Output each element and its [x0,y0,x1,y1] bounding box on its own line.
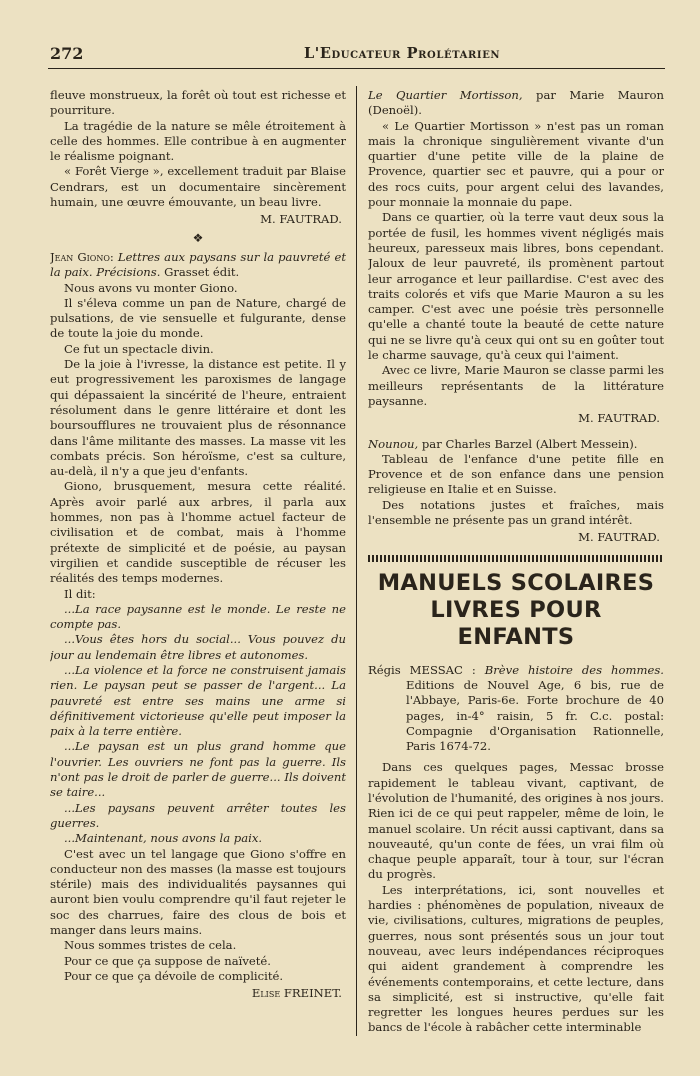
review-paragraph: Dans ce quartier, où la terre vaut deux sous la portée de fusil, les hommes vivent négligés mais heureux, paresseux mais libres, bons cependant. Jaloux de leur pauvreté, ils promènent partout leur arrogance et leur paillardise. C'est avec des traits colorés et vifs que Marie Mauron a su les camper. C'est avec une poésie très personnelle qu'elle a chanté toute la beauté de cette nature qui ne se livre qu'à ceux qui ont su en goûter tout le charme sauvage, qu'à ceux qui l'aiment. [368,210,664,363]
review-paragraph: Il dit: [64,586,96,601]
giono-quote: ...Le paysan est un plus grand homme que l'ouvrier. Les ouvriers ne font pas la guerre. Ils n'ont pas le droit de parler de guerre... Ils doivent se taire... [50,739,346,800]
book-publisher: Grasset édit. [160,265,240,280]
review-paragraph: Nous sommes tristes de cela. [64,938,237,953]
book-author: par Charles Barzel (Albert Messein). [418,436,638,451]
giono-quote: ...Les paysans peuvent arrêter toutes les guerres. [50,800,346,830]
book-author: Régis MESSAC [368,662,463,677]
review-paragraph: Ce fut un spectacle divin. [64,341,214,356]
column-divider [356,86,357,1036]
review-paragraph: Pour ce que ça dévoile de complicité. [64,968,284,983]
review-paragraph: Giono, brusquement, mesura cette réalité. Après avoir parlé aux arbres, il parla aux hommes, non pas à l'homme actuel facteur de civilisation et de combat, mais à l'homme prétexte de simplicité et de poésie, au paysan virgilien et candide susceptible de récuser les réalités des temps modernes. [50,479,346,586]
review-paragraph: Pour ce que ça suppose de naïveté. [64,953,271,968]
review-paragraph: De la joie à l'ivresse, la distance est petite. Il y eut progressivement les paroxismes de langage qui dépassaient la sincérité de l'heure, entraient résolument dans le genre littéraire et dont les boursoufflures ne trouvaient plus de résonnance dans l'âme militante des masses. La masse vit les combats précis. Son héroïsme, c'est sa culture, au-delà, il n'y a que jeu d'enfants. [50,357,346,479]
book-author: par Marie Mauron (Denoël). [368,88,664,118]
giono-quote: ...Maintenant, nous avons la paix. [64,831,263,846]
review-paragraph: Les interprétations, ici, sont nouvelles et hardies : phénomènes de population, niveaux de vie, civilisations, cultures, migrations de peuples, guerres, nous sont présentés sous un jour tout nouveau, avec leurs indépendances réciproques qui aident grandement à comprendre les événements contemporains, et cette lecture, dans sa simplicité, est si instructive, qu'elle fait regretter les longues heures perdues sur les bancs de l'école à rabâcher cette interminable [368,882,664,1033]
section-title: MANUELS SCOLAIRES LIVRES POUR ENFANTS [377,569,655,650]
right-column [368,88,664,1033]
book-reference-messac: Régis MESSAC : Brève histoire des hommes. Editions de Nouvel Age, 6 bis, rue de l'Abbaye, Paris-6e. Forte brochure de 40 pages, in-4° raisin, 5 fr. C.c. postal: Compagnie d'Organisation Rationnelle, Paris 1674-72. [368,662,664,754]
review-paragraph: C'est avec un tel langage que Giono s'offre en conducteur non des masses (la masse est toujours stérile) mais des individualités paysannes qui auront bien voulu comprendre qu'il faut rejeter le soc des charrues, faire des clous de bois et manger dans leurs mains. [50,846,346,938]
review-signature: M. FAUTRAD. [578,411,660,426]
book-reference-nounou [368,437,664,452]
giono-quote: ...La violence et la force ne construisent jamais rien. Le paysan peut se passer de l'argent... La pauvreté est entre ses mains une arme si définitivement victorieuse qu'elle peut imposer la paix à la terre entière. [50,662,346,739]
review-paragraph: Dans ces quelques pages, Messac brosse rapidement le tableau vivant, captivant, de l'évolution de l'humanité, des origines à nos jours. Rien ici de ce qui peut rappeler, même de loin, le manuel scolaire. Un récit aussi captivant, dans sa nouveauté, qu'un conte de fées, un vrai film où chaque peuple apparaît, tour à tour, sur l'écran du progrès. [368,760,664,882]
review-paragraph: La tragédie de la nature se mêle étroitement à celle des hommes. Elle contribue à en augmenter le réalisme poignant. [50,118,346,164]
book-title: Brève histoire des hommes. [484,662,664,677]
book-author: Jean Giono [50,249,110,264]
review-paragraph: « Le Quartier Mortisson » n'est pas un roman mais la chronique singulièrement vivante d'un quartier d'une petite ville de la plaine de Provence, quartier sec et pauvre, qui a pour or des rocs cuits, pour argent celui des lavandes, pour monnaie la monnaie du pape. [368,118,664,210]
review-paragraph: fleuve monstrueux, la forêt où tout est richesse et pourriture. [50,88,346,118]
giono-quote: ...La race paysanne est le monde. Le reste ne compte pas. [50,601,346,632]
ornament-icon: ❖ [192,230,204,245]
review-paragraph: Avec ce livre, Marie Mauron se classe parmi les meilleurs représentants de la littérature paysanne. [368,363,664,408]
review-paragraph: Nous avons vu monter Giono. [64,280,238,295]
giono-quote: ...Vous êtes hors du social... Vous pouvez du jour au lendemain être libres et autonomes. [50,632,346,662]
left-column [50,88,346,1033]
journal-title: L'Educateur Prolétarien [304,45,501,62]
book-reference-giono: Jean Giono: Lettres aux paysans sur la pauvreté et la paix. Précisions. Grasset édit. [50,249,346,280]
book-title: Lettres aux paysans sur la pauvreté et la paix. Précisions. [50,249,346,280]
page-header [48,42,665,69]
page-number: 272 [50,44,84,63]
review-paragraph: « Forêt Vierge », excellement traduit par Blaise Cendrars, est un documentaire sincèrement humain, une œuvre émouvante, un beau livre. [50,164,346,210]
book-title: Le Quartier Mortisson, [368,88,523,102]
book-title: Nounou, [368,436,419,451]
book-edition: Editions de Nouvel Age, 6 bis, rue de l'Abbaye, Paris-6e. Forte brochure de 40 pages, in-4° raisin, 5 fr. C.c. postal: Compagnie d'Organisation Rationnelle, Paris 1674-72. [406,677,664,754]
review-signature: Elise FREINET. [251,986,342,1001]
review-paragraph: Tableau de l'enfance d'une petite fille en Provence et de son enfance dans une pension religieuse en Italie et en Suisse. [368,451,664,497]
dotted-separator [368,555,664,562]
review-paragraph: Des notations justes et fraîches, mais l'ensemble ne présente pas un grand intérêt. [368,497,664,528]
book-reference-mauron [368,88,664,119]
review-signature: M. FAUTRAD. [260,212,342,227]
review-signature: M. FAUTRAD. [578,530,660,545]
review-paragraph: Il s'éleva comme un pan de Nature, chargé de pulsations, de vie sensuelle et fulgurante, dense de toute la joie du monde. [50,295,346,341]
